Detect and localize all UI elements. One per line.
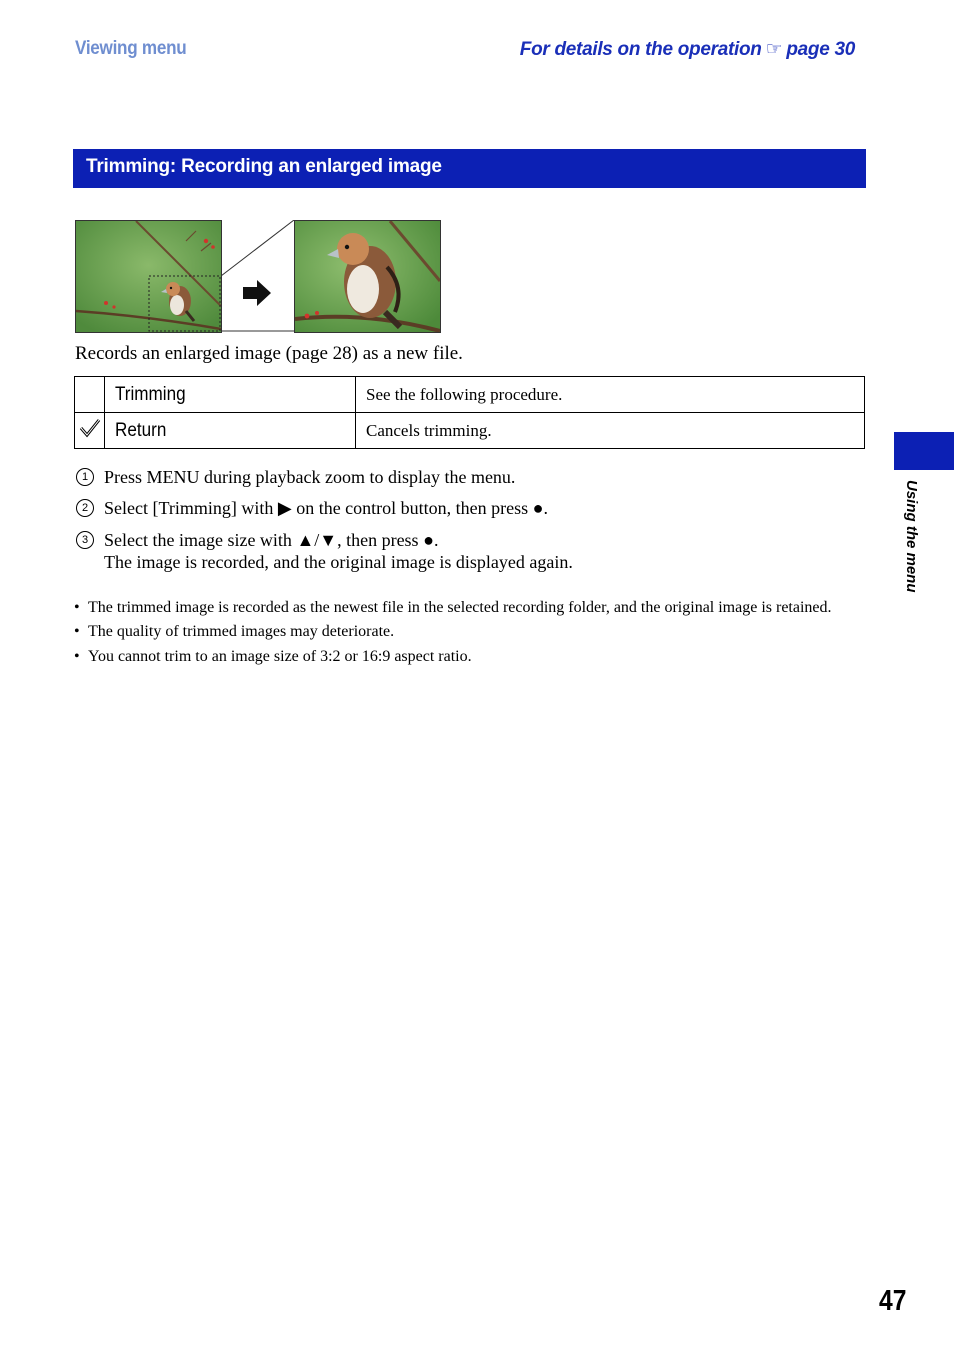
note-item: • You cannot trim to an image size of 3:2 or 16:9 aspect ratio. — [74, 646, 866, 667]
step-text: on the control button, then press — [296, 498, 529, 518]
section-title-bar — [73, 149, 866, 188]
notes-list — [74, 597, 866, 667]
trimming-illustration — [75, 220, 441, 333]
table-row[interactable] — [75, 413, 865, 449]
step-number: 3 — [76, 531, 94, 549]
step-text: Select the image size with — [104, 530, 292, 550]
step-number: 1 — [76, 468, 94, 486]
step-1 — [76, 466, 515, 488]
center-button-icon: ● — [532, 498, 544, 518]
trimmed-photo — [294, 220, 441, 333]
chapter-label: Using the menu — [903, 480, 920, 593]
up-down-triangle-icon: ▲/▼ — [296, 530, 338, 550]
intro-text: Records an enlarged image (page 28) as a new file. — [75, 343, 463, 364]
row-marker — [75, 377, 105, 413]
checkmark-icon — [79, 418, 101, 438]
step-text: , then press — [337, 530, 419, 550]
details-prefix: For details on the operation — [519, 39, 762, 60]
step-text: Press MENU during playback zoom to display the menu. — [104, 467, 516, 487]
original-photo — [75, 220, 222, 333]
option-description: See the following procedure. — [356, 377, 865, 413]
chapter-tab — [894, 432, 954, 470]
option-description: Cancels trimming. — [356, 413, 865, 449]
note-item: • The quality of trimmed images may deteriorate. — [74, 621, 866, 642]
right-triangle-icon: ▶ — [277, 498, 292, 518]
menu-options-table — [74, 376, 865, 449]
step-3: 3 Select the image size with ▲/▼, then press ●. The image is recorded, and the original image is displayed again. — [76, 529, 573, 573]
header-details-link[interactable] — [520, 38, 855, 61]
note-item: • The trimmed image is recorded as the newest file in the selected recording folder, and the original image is retained. — [74, 597, 866, 618]
center-button-icon: ● — [423, 530, 434, 550]
option-name: Trimming — [105, 377, 356, 413]
zoom-connector — [221, 220, 294, 333]
table-row[interactable] — [75, 377, 865, 413]
pointing-hand-icon: ☞ — [765, 39, 783, 60]
step-number: 2 — [76, 499, 94, 517]
step-text: Select [Trimming] with — [104, 498, 274, 518]
option-name: Return — [105, 413, 356, 449]
step-2: 2 Select [Trimming] with ▶ on the control button, then press ●. — [76, 497, 548, 519]
header-section-name: Viewing menu — [75, 38, 187, 59]
details-page: page 30 — [786, 39, 855, 60]
right-arrow-icon — [243, 280, 271, 306]
page-number: 47 — [879, 1285, 907, 1317]
section-title: Trimming: Recording an enlarged image — [86, 156, 442, 177]
step-result-text: The image is recorded, and the original image is displayed again. — [104, 552, 573, 572]
row-marker — [75, 413, 105, 449]
